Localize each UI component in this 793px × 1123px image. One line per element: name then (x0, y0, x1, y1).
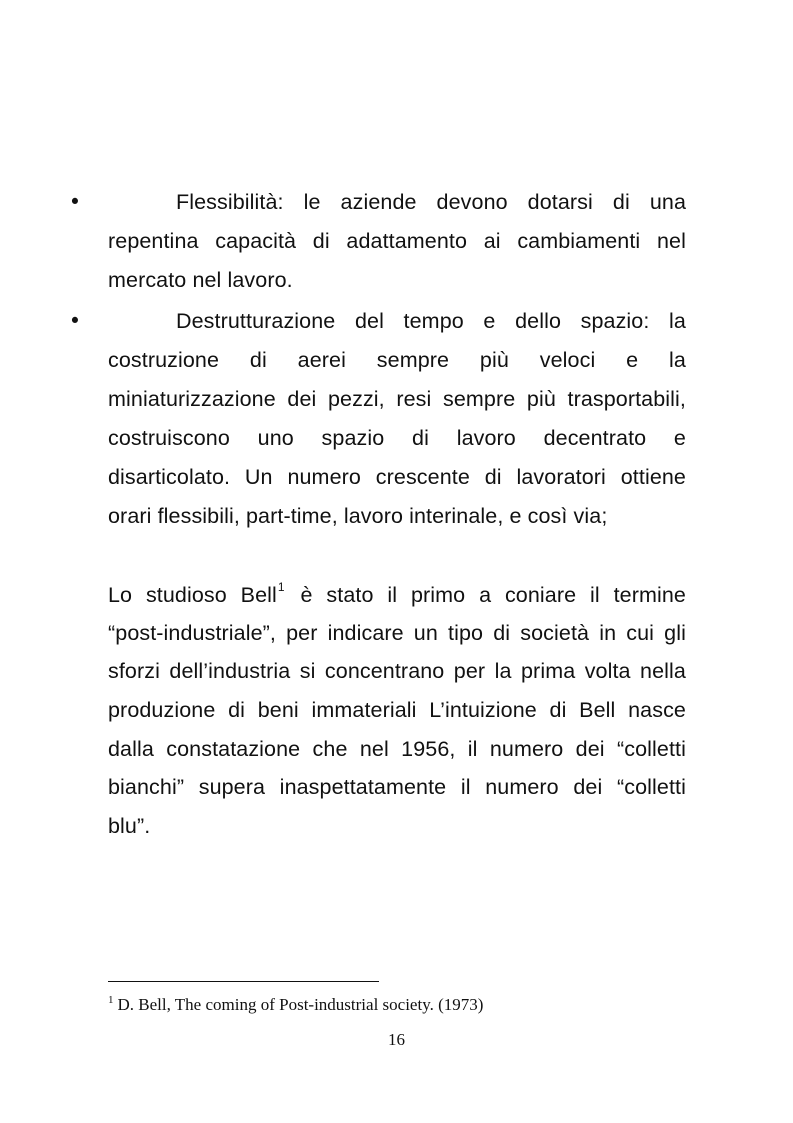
bullet-marker: • (68, 190, 82, 214)
footnote-reference: 1 (277, 580, 285, 594)
bullet-2-line-3: miniaturizzazione dei pezzi, resi sempre più trasportabili, (108, 387, 686, 411)
bullet-2-line-5: disarticolato. Un numero crescente di lavoratori ottiene (108, 465, 686, 489)
bullet-2-line-1: Destrutturazione del tempo e dello spazio: la (176, 309, 686, 333)
paragraph-line-2: “post-industriale”, per indicare un tipo di società in cui gli (108, 621, 686, 645)
paragraph-line-6: bianchi” supera inaspettatamente il numero dei “colletti (108, 775, 686, 799)
paragraph-line-4: produzione di beni immateriali L’intuizione di Bell nasce (108, 698, 686, 722)
bullet-1-line-3: mercato nel lavoro. (108, 268, 293, 292)
paragraph-line-5: dalla constatazione che nel 1956, il numero dei “colletti (108, 737, 686, 761)
page-number: 16 (388, 1030, 405, 1049)
paragraph-line-3: sforzi dell’industria si concentrano per la prima volta nella (108, 659, 686, 683)
paragraph-line-7: blu”. (108, 814, 151, 838)
footnote-number: 1 (108, 994, 114, 1006)
footnote (108, 993, 483, 1017)
bullet-2-line-6: orari flessibili, part-time, lavoro interinale, e così via; (108, 504, 608, 528)
bullet-2-line-4: costruiscono uno spazio di lavoro decentrato e (108, 426, 686, 450)
bullet-2-line-2: costruzione di aerei sempre più veloci e la (108, 348, 686, 372)
bullet-1-line-2: repentina capacità di adattamento ai cambiamenti nel (108, 229, 686, 253)
bullet-1-line-1: Flessibilità: le aziende devono dotarsi di una (176, 190, 686, 214)
bullet-marker: • (68, 309, 82, 333)
paragraph-text-post: è stato il primo a coniare il termine (286, 583, 686, 607)
paragraph-line-1 (108, 576, 686, 615)
paragraph-text-pre: Lo studioso Bell (108, 583, 277, 607)
footnote-text: D. Bell, The coming of Post-industrial society. (1973) (117, 995, 484, 1014)
footnote-separator (108, 981, 379, 982)
